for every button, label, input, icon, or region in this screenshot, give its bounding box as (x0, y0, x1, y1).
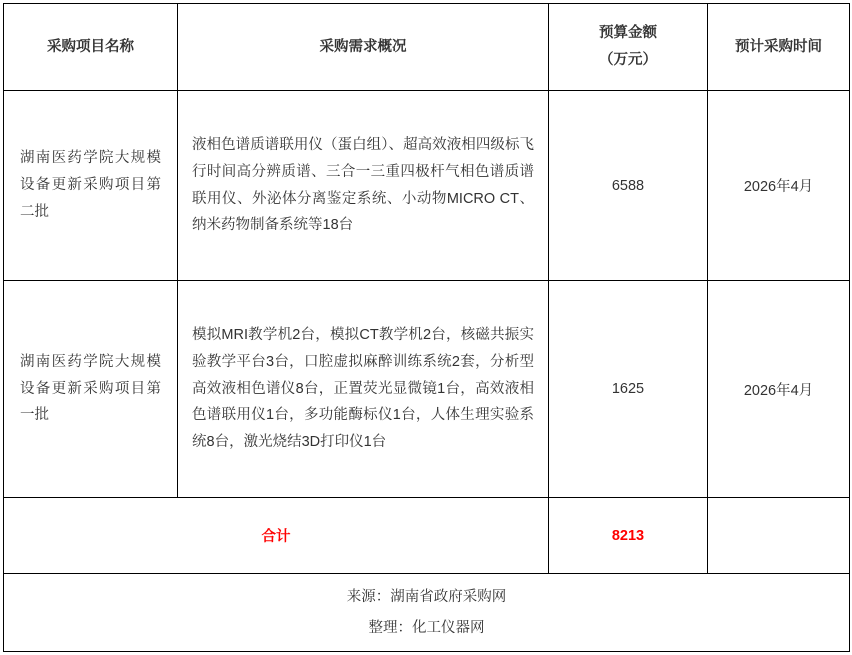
table-row (4, 281, 850, 498)
overview-cell: 模拟MRI教学机2台，模拟CT教学机2台，核磁共振实验教学平台3台，口腔虚拟麻醉训练系统2套，分析型高效液相色谱仪8台，正置荧光显微镜1台，高效液相色谱联用仪1台，多功能酶标仪1台，人体生理实验系统8台，激光烧结3D打印仪1台 (178, 281, 549, 498)
project-name-cell: 湖南医药学院大规模设备更新采购项目第一批 (4, 281, 178, 498)
col-header-budget-line2: （万元） (599, 52, 657, 68)
time-cell: 2026年4月 (708, 91, 850, 281)
total-time-empty-cell (708, 498, 850, 574)
total-label: 合计 (4, 498, 549, 574)
organizer-line: 整理：化工仪器网 (368, 619, 485, 636)
source-row (4, 574, 850, 652)
table-row (4, 91, 850, 281)
procurement-table (3, 3, 850, 652)
budget-cell: 1625 (549, 281, 708, 498)
project-name-cell: 湖南医药学院大规模设备更新采购项目第二批 (4, 91, 178, 281)
col-header-overview: 采购需求概况 (178, 4, 549, 91)
source-cell (4, 574, 850, 652)
col-header-budget-line1: 预算金额 (599, 25, 657, 42)
total-budget-value: 8213 (549, 498, 708, 574)
budget-cell: 6588 (549, 91, 708, 281)
col-header-project-name: 采购项目名称 (4, 4, 178, 91)
table-header-row (4, 4, 850, 91)
time-cell: 2026年4月 (708, 281, 850, 498)
col-header-budget (549, 4, 708, 91)
total-row (4, 498, 850, 574)
source-line: 来源：湖南省政府采购网 (346, 589, 507, 606)
overview-cell: 液相色谱质谱联用仪（蛋白组）、超高效液相四级标飞行时间高分辨质谱、三合一三重四极杆气相色谱质谱联用仪、外泌体分离鉴定系统、小动物MICRO CT、纳米药物制备系统等18台 (178, 91, 549, 281)
col-header-time: 预计采购时间 (708, 4, 850, 91)
